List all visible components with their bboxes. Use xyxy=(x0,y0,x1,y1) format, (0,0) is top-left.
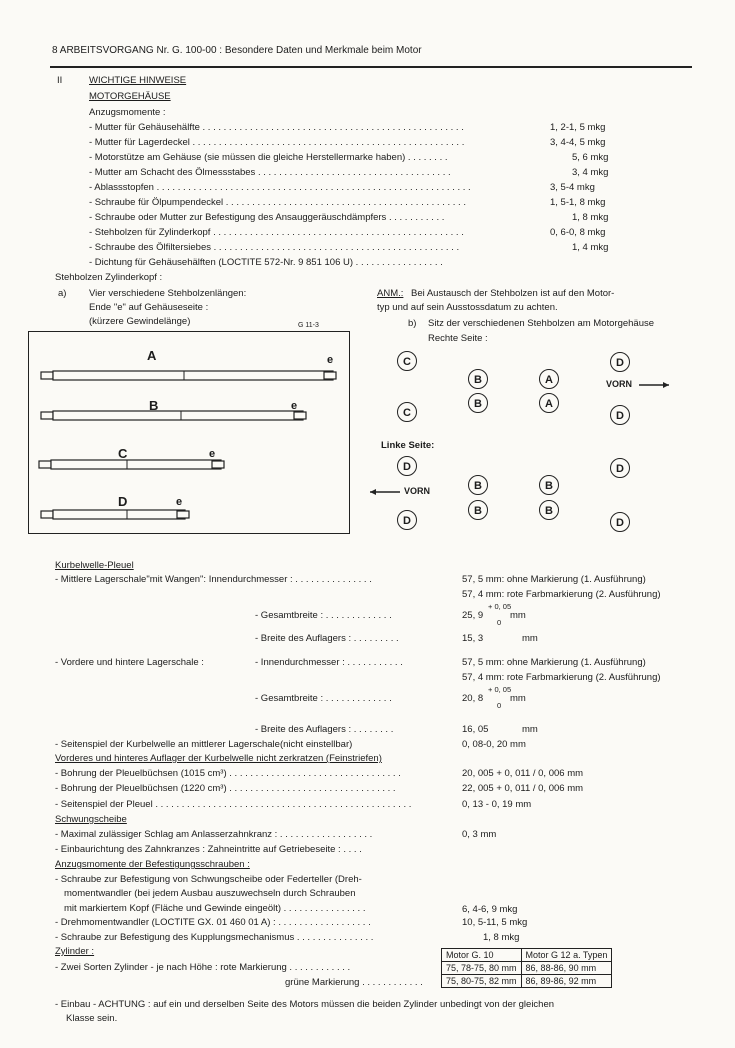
stud-position-c: C xyxy=(397,402,417,422)
studs-a-line1: Vier verschiedene Stehbolzenlängen: xyxy=(89,288,247,299)
stud-position-b: B xyxy=(539,475,559,495)
fastening-line: - Schraube zur Befestigung von Schwungscheibe oder Federteller (Dreh- xyxy=(55,874,362,885)
studs-title: Stehbolzen Zylinderkopf : xyxy=(55,272,163,283)
crank-bohr1-value: 20, 005 + 0, 011 / 0, 006 mm xyxy=(462,768,584,779)
crank-gesamt-tol-top: + 0, 05 xyxy=(488,602,512,611)
crank-front-label: - Vordere und hintere Lagerschale : xyxy=(55,657,204,668)
page-header: 8 ARBEITSVORGANG Nr. G. 100-00 : Besondere Daten und Merkmale beim Motor xyxy=(52,45,422,56)
studs-b-line: Sitz der verschiedenen Stehbolzen am Motorgehäuse xyxy=(428,318,655,329)
bolt-d-shaft xyxy=(53,510,185,519)
crank-gesamt-tol-bot: 0 xyxy=(497,618,502,627)
crank-auflager-value: 15, 3 xyxy=(462,633,484,644)
crank-bohr2-label: - Bohrung der Pleuelbüchsen (1220 cm³) . . . . . . . . . . . . . . . . . . . . . . . . . . . . . . . . xyxy=(55,783,396,794)
bolt-figure xyxy=(28,331,350,534)
torque-row-value: 0, 6-0, 8 mkg xyxy=(550,227,606,238)
crank-auflager2-unit: mm xyxy=(522,724,538,735)
bolt-b-shaft xyxy=(53,411,303,420)
bolt-c-shaft xyxy=(212,461,224,468)
flywheel-einbau-label: - Einbaurichtung des Zahnkranzes : Zahneintritte auf Getriebeseite : . . . . xyxy=(55,844,362,855)
stud-position-a: A xyxy=(539,369,559,389)
stud-position-b: B xyxy=(468,500,488,520)
section-number: II xyxy=(57,75,63,86)
stud-position-c: C xyxy=(397,351,417,371)
bolt-label-d: D xyxy=(118,494,128,509)
torque-row-label: - Schraube oder Mutter zur Befestigung des Ansauggeräuschdämpfers . . . . . . . . . . . xyxy=(89,212,445,223)
studs-a-mark: a) xyxy=(58,288,67,299)
torque-row-label: - Stehbolzen für Zylinderkopf . . . . . . . . . . . . . . . . . . . . . . . . . . . . . . . . . . . . . . . . . . . . . . . . xyxy=(89,227,464,238)
studs-a-line3: (kürzere Gewindelänge) xyxy=(89,316,191,327)
table-cell: 75, 78-75, 80 mm xyxy=(442,962,522,975)
cylinder-line-red: - Zwei Sorten Zylinder - je nach Höhe : rote Markierung . . . . . . . . . . . . xyxy=(55,962,351,973)
bolt-c-shaft xyxy=(39,461,51,468)
torque-row-label: - Mutter am Schacht des Ölmessstabes . . . . . . . . . . . . . . . . . . . . . . . . . . . . . . . . . . . . . xyxy=(89,167,451,178)
torque-row-value: 1, 5-1, 8 mkg xyxy=(550,197,606,208)
bolt-b-shaft xyxy=(41,412,53,419)
torque-row-label: - Ablassstopfen . . . . . . . . . . . . . . . . . . . . . . . . . . . . . . . . . . . . . . . . . . . . . . . . . . . . . . . . . . . . xyxy=(89,182,471,193)
bolt-a-shaft xyxy=(324,372,336,379)
table-cell: 86, 89-86, 92 mm xyxy=(521,975,612,988)
cylinder-line-green: grüne Markierung . . . . . . . . . . . . xyxy=(285,977,423,988)
stud-position-d: D xyxy=(610,405,630,425)
bolt-a-shaft xyxy=(53,371,333,380)
stud-position-b: B xyxy=(468,475,488,495)
fastening-heading: Anzugsmomente der Befestigungsschrauben : xyxy=(55,859,250,870)
bolt-d-shaft xyxy=(177,511,189,518)
anm-label: ANM.: xyxy=(377,288,404,299)
torque-row-label: - Motorstütze am Gehäuse (sie müssen die gleiche Herstellermarke haben) . . . . . . . . xyxy=(89,152,448,163)
table-cell: 75, 80-75, 82 mm xyxy=(442,975,522,988)
section-heading: WICHTIGE HINWEISE xyxy=(89,75,187,86)
cylinder-note: Klasse sein. xyxy=(66,1013,118,1024)
cylinder-heading: Zylinder : xyxy=(55,946,95,957)
bolt-label-c: C xyxy=(118,446,128,461)
studs-a-line2: Ende "e" auf Gehäuseseite : xyxy=(89,302,209,313)
arrow-left-icon xyxy=(368,488,402,496)
torque-row-value: 1, 8 mkg xyxy=(572,212,609,223)
flywheel-schlag-label: - Maximal zulässiger Schlag am Anlasserzahnkranz : . . . . . . . . . . . . . . . . . . xyxy=(55,829,373,840)
front-label-right: VORN xyxy=(606,379,633,389)
stud-position-d: D xyxy=(610,458,630,478)
crank-mid-value-2: 57, 4 mm: rote Farbmarkierung (2. Ausführung) xyxy=(462,589,661,600)
bolt-label-a: A xyxy=(147,348,157,363)
bolt-end-label: e xyxy=(209,448,216,460)
crank-gesamt2-tol-top: + 0, 05 xyxy=(488,685,512,694)
torque-row-value: 5, 6 mkg xyxy=(572,152,609,163)
torque-row-value: 3, 5-4 mkg xyxy=(550,182,595,193)
flywheel-heading: Schwungscheibe xyxy=(55,814,127,825)
bolt-a-shaft xyxy=(41,372,53,379)
flywheel-schlag-value: 0, 3 mm xyxy=(462,829,497,840)
bolt-d-shaft xyxy=(41,511,53,518)
crank-auflager2-value: 16, 05 xyxy=(462,724,489,735)
stud-position-b: B xyxy=(468,393,488,413)
torque-row-value: 3, 4 mkg xyxy=(572,167,609,178)
crank-warning: Vorderes und hinteres Auflager der Kurbelwelle nicht zerkratzen (Feinstriefen) xyxy=(55,753,382,764)
table-header: Motor G 12 a. Typen xyxy=(521,949,612,962)
bolt-end-label: e xyxy=(176,496,183,508)
crank-bohr1-label: - Bohrung der Pleuelbüchsen (1015 cm³) . . . . . . . . . . . . . . . . . . . . . . . . . . . . . . . . . xyxy=(55,768,401,779)
stud-position-d: D xyxy=(610,352,630,372)
stud-position-b: B xyxy=(468,369,488,389)
crank-heading: Kurbelwelle-Pleuel xyxy=(55,560,134,571)
header-rule xyxy=(50,66,692,68)
fastening-line: - Schraube zur Befestigung des Kupplungsmechanismus . . . . . . . . . . . . . . . xyxy=(55,932,374,943)
bolt-b-shaft xyxy=(294,412,306,419)
fastening-value: 1, 8 mkg xyxy=(483,932,520,943)
torque-label: Anzugsmomente : xyxy=(89,107,166,118)
torque-row-label: - Mutter für Gehäusehälfte . . . . . . . . . . . . . . . . . . . . . . . . . . . . . . . . . . . . . . . . . . . . . . . . . . xyxy=(89,122,464,133)
cylinder-table xyxy=(441,948,612,988)
torque-row-label: - Schraube des Ölfiltersiebes . . . . . . . . . . . . . . . . . . . . . . . . . . . . . . . . . . . . . . . . . . . . . . . xyxy=(89,242,460,253)
stud-position-d: D xyxy=(397,456,417,476)
fastening-value: 10, 5-11, 5 mkg xyxy=(462,917,528,928)
table-header: Motor G. 10 xyxy=(442,949,522,962)
right-side-label: Rechte Seite : xyxy=(428,333,488,344)
stud-position-b: B xyxy=(539,500,559,520)
front-label-left: VORN xyxy=(404,486,431,496)
fastening-line: momentwandler (bei jedem Ausbau auszuwechseln durch Schrauben xyxy=(64,888,356,899)
torque-row-value: 3, 4-4, 5 mkg xyxy=(550,137,606,148)
cylinder-note: - Einbau - ACHTUNG : auf ein und derselben Seite des Motors müssen die beiden Zylinder unbedingt von der gleichen xyxy=(55,999,555,1010)
crank-spiel-label: - Seitenspiel der Kurbelwelle an mittlerer Lagerschale(nicht einstellbar) xyxy=(55,739,353,750)
crank-bohr2-value: 22, 005 + 0, 011 / 0, 006 mm xyxy=(462,783,584,794)
stud-position-a: A xyxy=(539,393,559,413)
subsection-heading: MOTORGEHÄUSE xyxy=(89,91,171,102)
fastening-value: 6, 4-6, 9 mkg xyxy=(462,904,518,915)
crank-gesamt2-tol-bot: 0 xyxy=(497,701,502,710)
crank-front-value-2: 57, 4 mm: rote Farbmarkierung (2. Ausführung) xyxy=(462,672,661,683)
crank-gesamt2-label: - Gesamtbreite : . . . . . . . . . . . . . xyxy=(255,693,392,704)
crank-inner-label: - Innendurchmesser : . . . . . . . . . . . xyxy=(255,657,403,668)
crank-pleuel-label: - Seitenspiel der Pleuel . . . . . . . . . . . . . . . . . . . . . . . . . . . . . . . . . . . . . . . . . . . . . . . . . xyxy=(55,799,412,810)
crank-mid-label: - Mittlere Lagerschale"mit Wangen": Innendurchmesser : . . . . . . . . . . . . . . . xyxy=(55,574,372,585)
studs-b-mark: b) xyxy=(408,318,417,329)
crank-gesamt2-base: 20, 8 xyxy=(462,693,484,704)
torque-row-label: - Schraube für Ölpumpendeckel . . . . . . . . . . . . . . . . . . . . . . . . . . . . . . . . . . . . . . . . . . . . . . xyxy=(89,197,466,208)
torque-row-label: - Dichtung für Gehäusehälften (LOCTITE 572-Nr. 9 851 106 U) . . . . . . . . . . . . . . . . . xyxy=(89,257,443,268)
crank-gesamt2-unit: mm xyxy=(510,693,526,704)
anm-line2: typ und auf sein Ausstossdatum zu achten. xyxy=(377,302,558,313)
torque-row-value: 1, 2-1, 5 mkg xyxy=(550,122,606,133)
torque-row-value: 1, 4 mkg xyxy=(572,242,609,253)
crank-mid-value-1: 57, 5 mm: ohne Markierung (1. Ausführung) xyxy=(462,574,646,585)
bolt-c-shaft xyxy=(51,460,221,469)
table-cell: 86, 88-86, 90 mm xyxy=(521,962,612,975)
crank-gesamt-base: 25, 9 xyxy=(462,610,484,621)
bolt-end-label: e xyxy=(327,354,334,366)
fastening-line: - Drehmomentwandler (LOCTITE GX. 01 460 01 A) : . . . . . . . . . . . . . . . . . . xyxy=(55,917,371,928)
bolt-label-b: B xyxy=(149,398,159,413)
bolt-end-label: e xyxy=(291,400,298,412)
crank-gesamt-unit: mm xyxy=(510,610,526,621)
stud-position-d: D xyxy=(610,512,630,532)
crank-gesamt-label: - Gesamtbreite : . . . . . . . . . . . . . xyxy=(255,610,392,621)
stud-position-d: D xyxy=(397,510,417,530)
arrow-left-icon xyxy=(637,381,671,389)
crank-pleuel-value: 0, 13 - 0, 19 mm xyxy=(462,799,532,810)
anm-line1: Bei Austausch der Stehbolzen ist auf den Motor- xyxy=(411,288,615,299)
crank-front-value-1: 57, 5 mm: ohne Markierung (1. Ausführung) xyxy=(462,657,646,668)
crank-auflager2-label: - Breite des Auflagers : . . . . . . . . xyxy=(255,724,394,735)
crank-auflager-label: - Breite des Auflagers : . . . . . . . . . xyxy=(255,633,399,644)
fastening-line: mit markiertem Kopf (Fläche und Gewinde eingeölt) . . . . . . . . . . . . . . . . xyxy=(64,903,366,914)
crank-auflager-unit: mm xyxy=(522,633,538,644)
crank-spiel-value: 0, 08-0, 20 mm xyxy=(462,739,526,750)
bolt-drawings xyxy=(29,332,349,533)
left-side-label: Linke Seite: xyxy=(381,440,435,451)
figure-code: G 11-3 xyxy=(298,322,319,329)
torque-row-label: - Mutter für Lagerdeckel . . . . . . . . . . . . . . . . . . . . . . . . . . . . . . . . . . . . . . . . . . . . . . . . . . . . xyxy=(89,137,465,148)
